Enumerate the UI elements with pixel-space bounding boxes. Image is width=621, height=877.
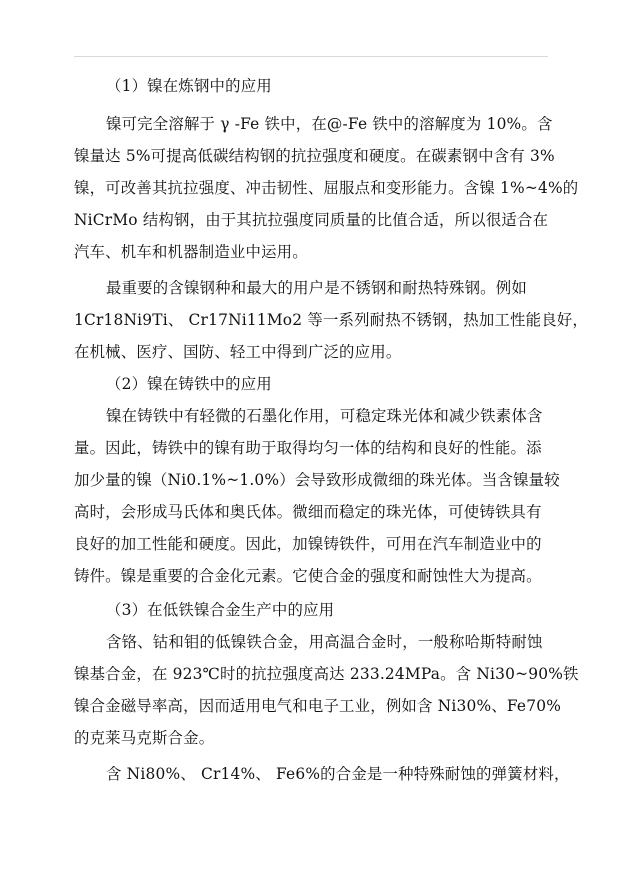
paragraph-3-line-4: 高时，会形成马氏体和奥氏体。微细而稳定的珠光体，可使铸铁具有 (74, 503, 542, 521)
section-heading-1: （1）镍在炼钢中的应用 (106, 77, 272, 95)
header-divider (74, 56, 548, 57)
section-heading-3: （3）在低铁镍合金生产中的应用 (106, 601, 335, 619)
paragraph-2-line-2: 1Cr18Ni9Ti、 Cr17Ni11Mo2 等一系列耐热不锈钢，热加工性能良好， (74, 311, 588, 329)
paragraph-3-line-2: 量。因此，铸铁中的镍有助于取得均匀一体的结构和良好的性能。添 (74, 439, 542, 457)
paragraph-2-line-3: 在机械、医疗、国防、轻工中得到广泛的应用。 (74, 343, 402, 361)
paragraph-4-line-3: 镍合金磁导率高，因而适用电气和电子工业，例如含 Ni30%、Fe70% (74, 697, 562, 715)
paragraph-3-line-3: 加少量的镍（Ni0.1%~1.0%）会导致形成微细的珠光体。当含镍量较 (74, 471, 560, 489)
paragraph-1-line-4: NiCrMo 结构钢，由于其抗拉强度同质量的比值合适，所以很适合在 (74, 211, 549, 229)
paragraph-5-line-1: 含 Ni80%、 Cr14%、 Fe6%的合金是一种特殊耐蚀的弹簧材料， (106, 765, 570, 783)
section-heading-2: （2）镍在铸铁中的应用 (106, 375, 272, 393)
paragraph-4-line-2: 镍基合金，在 923℃时的抗拉强度高达 233.24MPa。含 Ni30~90%铁 (74, 665, 579, 683)
paragraph-3-line-1: 镍在铸铁中有轻微的石墨化作用，可稳定珠光体和减少铁素体含 (106, 407, 543, 425)
paragraph-3-line-5: 良好的加工性能和硬度。因此，加镍铸铁件，可用在汽车制造业中的 (74, 535, 542, 553)
paragraph-1-line-3: 镍，可改善其抗拉强度、冲击韧性、屈服点和变形能力。含镍 1%~4%的 (74, 179, 579, 197)
paragraph-2-line-1: 最重要的含镍钢种和最大的用户是不锈钢和耐热特殊钢。例如 (106, 279, 527, 297)
paragraph-4-line-4: 的克莱马克斯合金。 (74, 729, 215, 747)
paragraph-1-line-5: 汽车、机车和机器制造业中运用。 (74, 243, 308, 261)
paragraph-1-line-1: 镍可完全溶解于 γ -Fe 铁中，在@-Fe 铁中的溶解度为 10%。含 (106, 115, 553, 133)
paragraph-3-line-6: 铸件。镍是重要的合金化元素。它使合金的强度和耐蚀性大为提高。 (74, 567, 542, 585)
paragraph-4-line-1: 含铬、钴和钼的低镍铁合金，用高温合金时，一般称哈斯特耐蚀 (106, 633, 543, 651)
paragraph-1-line-2: 镍量达 5%可提高低碳结构钢的抗拉强度和硬度。在碳素钢中含有 3% (74, 147, 555, 165)
